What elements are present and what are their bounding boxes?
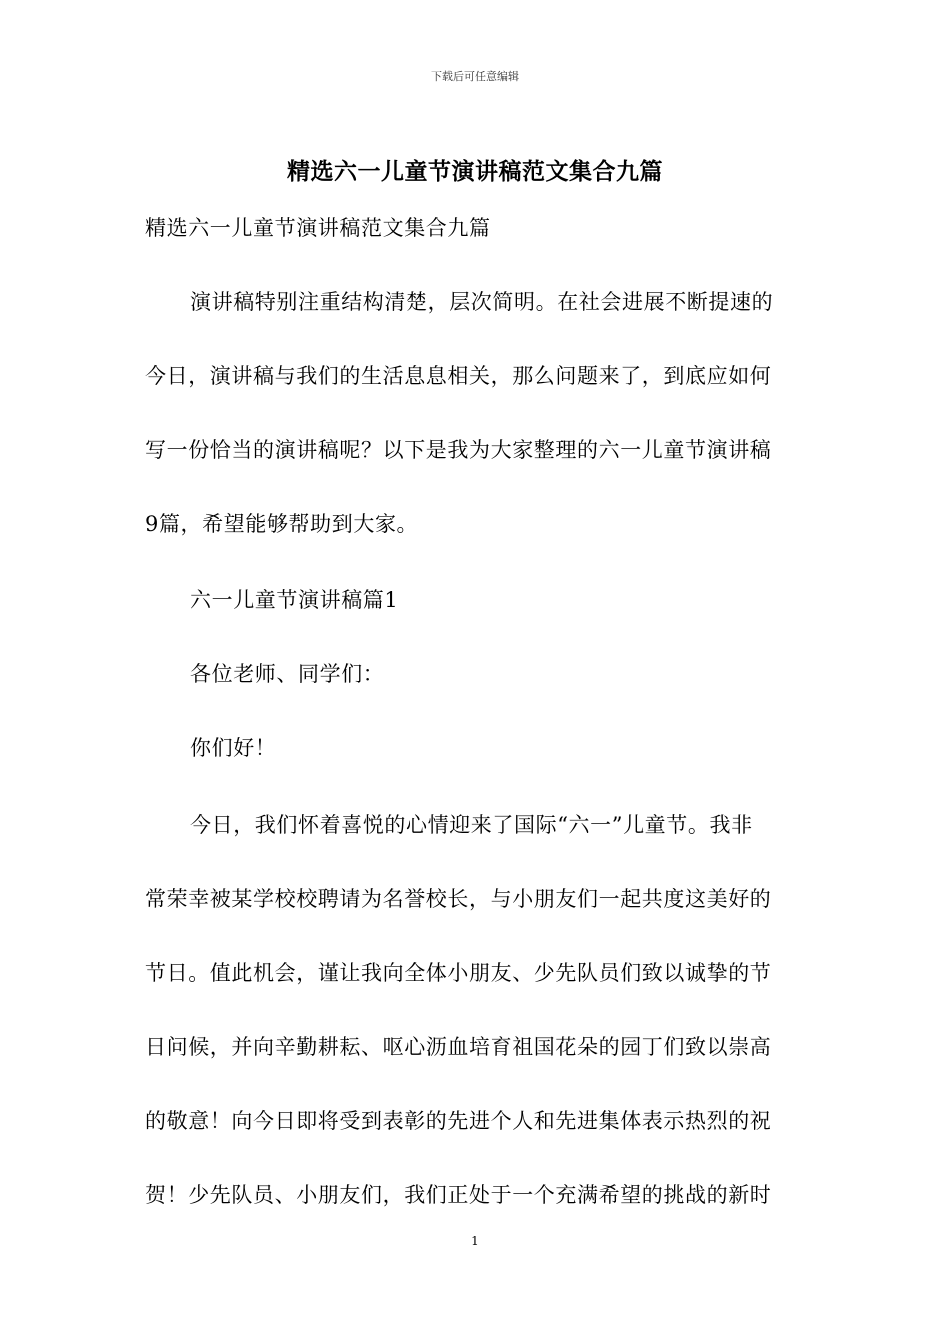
header-note: 下载后可任意编辑 bbox=[431, 70, 519, 83]
document-subtitle: 精选六一儿童节演讲稿范文集合九篇 bbox=[145, 216, 491, 240]
paragraph-line: 贺！少先队员、小朋友们，我们正处于一个充满希望的挑战的新时 bbox=[145, 1183, 772, 1207]
paragraph-line: 日问候，并向辛勤耕耘、呕心沥血培育祖国花朵的园丁们致以崇高 bbox=[145, 1035, 772, 1059]
paragraph-line: 写一份恰当的演讲稿呢？以下是我为大家整理的六一儿童节演讲稿 bbox=[145, 438, 772, 462]
paragraph-line: 的敬意！向今日即将受到表彰的先进个人和先进集体表示热烈的祝 bbox=[145, 1109, 772, 1133]
salutation: 各位老师、同学们： bbox=[190, 662, 385, 686]
greeting: 你们好！ bbox=[190, 736, 277, 760]
paragraph-line: 9篇，希望能够帮助到大家。 bbox=[145, 512, 419, 536]
section-heading: 六一儿童节演讲稿篇1 bbox=[190, 588, 399, 612]
paragraph-line: 今日，演讲稿与我们的生活息息相关，那么问题来了，到底应如何 bbox=[145, 364, 772, 388]
paragraph-line: 常荣幸被某学校校聘请为名誉校长，与小朋友们一起共度这美好的 bbox=[145, 887, 772, 911]
paragraph-line: 今日，我们怀着喜悦的心情迎来了国际“六一”儿童节。我非 bbox=[190, 813, 753, 837]
document-title: 精选六一儿童节演讲稿范文集合九篇 bbox=[287, 158, 663, 185]
paragraph-line: 节日。值此机会，谨让我向全体小朋友、少先队员们致以诚挚的节 bbox=[145, 961, 772, 985]
page-number: 1 bbox=[471, 1234, 479, 1248]
paragraph-line: 演讲稿特别注重结构清楚，层次简明。在社会进展不断提速的 bbox=[190, 290, 774, 314]
